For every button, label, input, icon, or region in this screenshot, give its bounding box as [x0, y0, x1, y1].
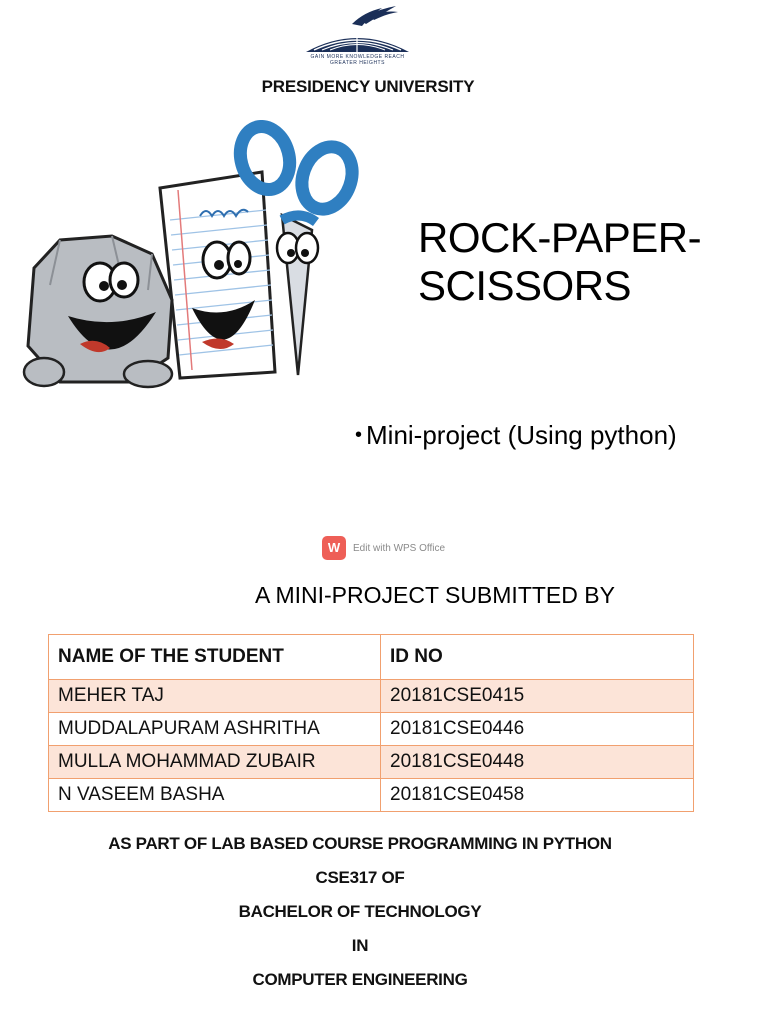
student-id-cell: 20181CSE0446	[381, 713, 694, 746]
paper-character-icon	[160, 172, 275, 378]
table-row	[49, 779, 694, 812]
table-row	[49, 713, 694, 746]
footer-line-course: AS PART OF LAB BASED COURSE PROGRAMMING IN PYTHON	[108, 834, 612, 853]
footer-line-branch: COMPUTER ENGINEERING	[252, 970, 468, 989]
student-name-cell: MULLA MOHAMMAD ZUBAIR	[49, 746, 381, 779]
column-header-id: ID NO	[381, 635, 694, 680]
table-header-row	[49, 635, 694, 680]
student-id-cell: 20181CSE0448	[381, 746, 694, 779]
logo-emblem-icon	[300, 4, 415, 56]
title-line-2: SCISSORS	[418, 262, 632, 309]
title-line-1: ROCK-PAPER-	[418, 214, 702, 261]
footer-line-degree: BACHELOR OF TECHNOLOGY	[238, 902, 482, 921]
logo-motto: GAIN MORE KNOWLEDGE REACH GREATER HEIGHTS	[310, 54, 405, 66]
student-id-cell: 20181CSE0415	[381, 680, 694, 713]
student-id-cell: 20181CSE0458	[381, 779, 694, 812]
submitted-by-heading: A MINI-PROJECT SUBMITTED BY	[255, 582, 615, 608]
footer-line-in: IN	[351, 936, 369, 955]
university-logo	[300, 4, 415, 68]
student-name-cell: MEHER TAJ	[49, 680, 381, 713]
university-name: PRESIDENCY UNIVERSITY	[261, 77, 475, 96]
wps-watermark-text: Edit with WPS Office	[353, 542, 446, 554]
student-name-cell: N VASEEM BASHA	[49, 779, 381, 812]
table-row	[49, 680, 694, 713]
wps-logo-icon: W	[322, 536, 346, 560]
students-table	[48, 634, 694, 812]
rock-character-icon	[24, 236, 172, 387]
subtitle-text: Mini-project (Using python)	[366, 420, 677, 450]
presentation-title	[418, 214, 701, 310]
footer-line-code: CSE317 OF	[315, 868, 405, 887]
wps-watermark[interactable]	[322, 536, 445, 560]
bullet-icon: •	[355, 424, 363, 446]
table-row	[49, 746, 694, 779]
column-header-name: NAME OF THE STUDENT	[49, 635, 381, 680]
rock-paper-scissors-clipart	[20, 120, 365, 400]
subtitle-bullet	[355, 420, 677, 451]
student-name-cell: MUDDALAPURAM ASHRITHA	[49, 713, 381, 746]
